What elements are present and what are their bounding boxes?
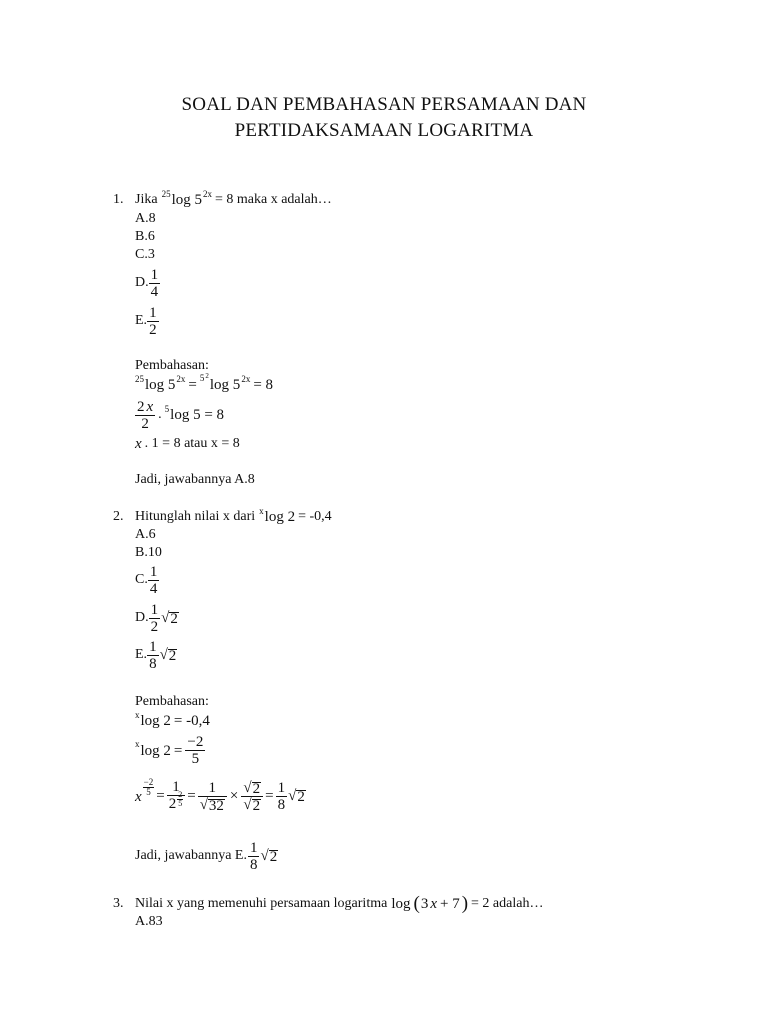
radicand: 2 (269, 849, 278, 865)
log-base: x (135, 739, 140, 749)
power-base: 2 (168, 796, 177, 812)
fraction-numerator: −2 (187, 734, 204, 750)
fraction-denominator (167, 790, 186, 813)
fraction-denominator: 2 (141, 415, 149, 432)
exponent-fraction (177, 791, 183, 808)
result: = 8 (253, 377, 274, 393)
radicand: 2 (252, 780, 261, 797)
q1-prompt (135, 188, 332, 209)
q2-number: 2. (113, 509, 124, 524)
q2-solution-step-1 (135, 709, 210, 730)
fraction-denominator: 5 (191, 751, 200, 767)
q1-solution-step-3 (135, 435, 240, 453)
q1-option-a: A.8 (135, 211, 156, 226)
document-title-line-1: SOAL DAN PEMBAHASAN PERSAMAAN DAN (181, 94, 587, 115)
q2-option-e (135, 638, 177, 672)
power-expression (135, 776, 154, 806)
q1-option-e-label: E. (135, 313, 148, 328)
exponent: 2x (241, 373, 251, 384)
q1-option-d-fraction (149, 267, 161, 300)
q2-option-c-fraction (148, 564, 160, 597)
fraction-one-over-root (198, 780, 227, 813)
q2-prompt (135, 505, 332, 526)
multiplication-dot: . (158, 407, 162, 422)
radical-sign: √ (161, 610, 170, 626)
fraction-numerator: 1 (150, 266, 159, 283)
q1-prompt-exponent: 2x (202, 188, 212, 199)
fraction-numerator: 1 (167, 779, 186, 796)
log-expression: log 5 (209, 377, 241, 393)
numerator-variable: x (146, 398, 154, 415)
radicand: 32 (208, 797, 224, 814)
q3-prompt-text-before: Nilai x yang memenuhi persamaan logaritma (135, 896, 388, 911)
log-base: x (135, 709, 140, 720)
fraction-numerator: 1 (149, 563, 158, 580)
log-expression: log 5 (145, 377, 176, 393)
square-root (160, 647, 178, 663)
step-text: = -0,4 (173, 713, 210, 729)
log-base: 25 (135, 373, 144, 384)
q3-prompt-text-after: = 2 adalah… (471, 896, 544, 911)
q1-conclusion: Jadi, jawabannya A.8 (135, 472, 255, 487)
q2-option-d-fraction (149, 602, 161, 635)
square-root (243, 780, 261, 796)
q2-option-c (135, 563, 159, 597)
numerator-coefficient: 2 (137, 398, 145, 415)
radical-sign: √ (243, 796, 252, 813)
q2-solution-step-3 (135, 770, 306, 822)
q3-prompt-log: log (391, 896, 411, 912)
exponent-numerator: −2 (143, 776, 154, 787)
q1-prompt-log-base: 25 (161, 188, 171, 199)
conclusion-text: Jadi, jawabannya E. (135, 848, 247, 863)
fraction (135, 399, 155, 432)
equals-sign: = (188, 377, 197, 393)
radicand: 2 (168, 648, 177, 664)
q1-option-e-fraction (147, 305, 159, 338)
variable: x (135, 436, 142, 452)
exponent-numerator: 2 (178, 790, 183, 799)
q1-prompt-text-after: = 8 maka x adalah… (214, 192, 332, 207)
square-root (288, 788, 306, 804)
q2-solution-step-2 (135, 734, 205, 767)
fraction-denominator: 2 (150, 618, 159, 635)
q1-option-d (135, 266, 160, 300)
fraction-denominator (241, 797, 263, 813)
q1-solution-step-2 (135, 398, 224, 432)
document-title-line-2: PERTIDAKSAMAAN LOGARITMA (234, 120, 534, 141)
coefficient: 3 (420, 896, 429, 912)
log-expression: log 2 (140, 713, 171, 729)
exponent-denominator: 5 (178, 799, 183, 808)
fraction (185, 734, 205, 767)
q2-option-c-label: C. (135, 572, 148, 587)
fraction-numerator (241, 780, 263, 797)
fraction-numerator: 1 (198, 780, 227, 797)
log-expression: log 2 (140, 742, 171, 759)
q2-solution-heading: Pembahasan: (135, 694, 209, 709)
q2-option-a: A.6 (135, 527, 156, 542)
fraction-numerator: 1 (249, 839, 258, 856)
q1-prompt-log-expression: log 5 (171, 192, 202, 208)
q2-conclusion (135, 839, 278, 873)
q2-option-d-label: D. (135, 610, 149, 625)
fraction-denominator: 8 (277, 796, 286, 813)
log-base: 5 (164, 403, 170, 414)
equals-sign: = (187, 788, 196, 804)
q1-prompt-text-before: Jika (135, 192, 158, 207)
q1-number: 1. (113, 192, 124, 207)
radicand: 2 (170, 611, 178, 627)
equals-sign: = (156, 788, 165, 804)
q1-solution-heading: Pembahasan: (135, 358, 209, 373)
log-base-power (200, 374, 209, 384)
fraction-denominator (198, 797, 227, 813)
expression-rest: + 7 (439, 896, 460, 912)
q3-prompt (135, 895, 543, 913)
square-root (200, 797, 225, 813)
q2-option-d (135, 601, 179, 635)
fraction-numerator: 1 (149, 304, 157, 321)
square-root (260, 848, 278, 864)
radicand: 2 (252, 797, 261, 814)
q1-option-b: B.6 (135, 229, 155, 244)
log-base-value: 5 (199, 373, 205, 383)
fraction-denominator: 4 (150, 283, 159, 300)
equals-sign: = (265, 788, 274, 804)
open-parenthesis: ( (413, 893, 420, 914)
variable: x (430, 896, 437, 912)
conclusion-fraction (248, 840, 260, 873)
radical-sign: √ (288, 788, 297, 804)
q1-solution-step-1 (135, 372, 274, 394)
fraction-root-over-root (241, 780, 263, 813)
square-root (161, 610, 179, 626)
fraction-numerator: 1 (150, 601, 159, 618)
q2-prompt-text-before: Hitunglah nilai x dari (135, 509, 256, 524)
q2-option-e-label: E. (135, 647, 148, 662)
q1-option-c: C.3 (135, 247, 155, 262)
q2-prompt-log-expression: log 2 (264, 509, 296, 525)
fraction-numerator (135, 399, 155, 416)
fraction-denominator: 8 (249, 856, 258, 873)
q2-prompt-log-base: x (259, 505, 264, 516)
q1-option-d-label: D. (135, 275, 149, 290)
q3-option-a: A.83 (135, 914, 163, 929)
fraction-one-over-power (167, 779, 186, 813)
q2-option-e-fraction (147, 639, 159, 672)
fraction-denominator: 8 (149, 655, 157, 672)
fraction-numerator: 1 (277, 779, 286, 796)
equals-sign: = (173, 742, 183, 759)
radicand: 2 (297, 789, 305, 805)
fraction-denominator: 2 (149, 321, 157, 338)
radical-sign: √ (260, 848, 269, 864)
log-expression: log 5 = 8 (170, 407, 225, 423)
step-text: . 1 = 8 atau x = 8 (144, 436, 240, 451)
exponent-fraction (143, 778, 155, 797)
log-base-exponent: 2 (205, 372, 209, 380)
radical-sign: √ (159, 647, 168, 663)
q3-number: 3. (113, 896, 124, 911)
exponent: 2x (176, 373, 186, 384)
fraction-one-eighth (276, 780, 288, 813)
square-root (243, 797, 261, 813)
q1-option-e (135, 304, 159, 338)
q2-option-b: B.10 (135, 545, 162, 560)
close-parenthesis: ) (461, 893, 469, 914)
fraction-denominator: 4 (149, 580, 158, 597)
exponent-denominator: 5 (146, 786, 151, 797)
times-sign: × (229, 788, 239, 804)
fraction-numerator: 1 (149, 638, 157, 655)
variable: x (135, 788, 142, 805)
radical-sign: √ (199, 796, 208, 813)
radical-sign: √ (243, 779, 252, 796)
q2-prompt-text-after: = -0,4 (298, 509, 332, 524)
